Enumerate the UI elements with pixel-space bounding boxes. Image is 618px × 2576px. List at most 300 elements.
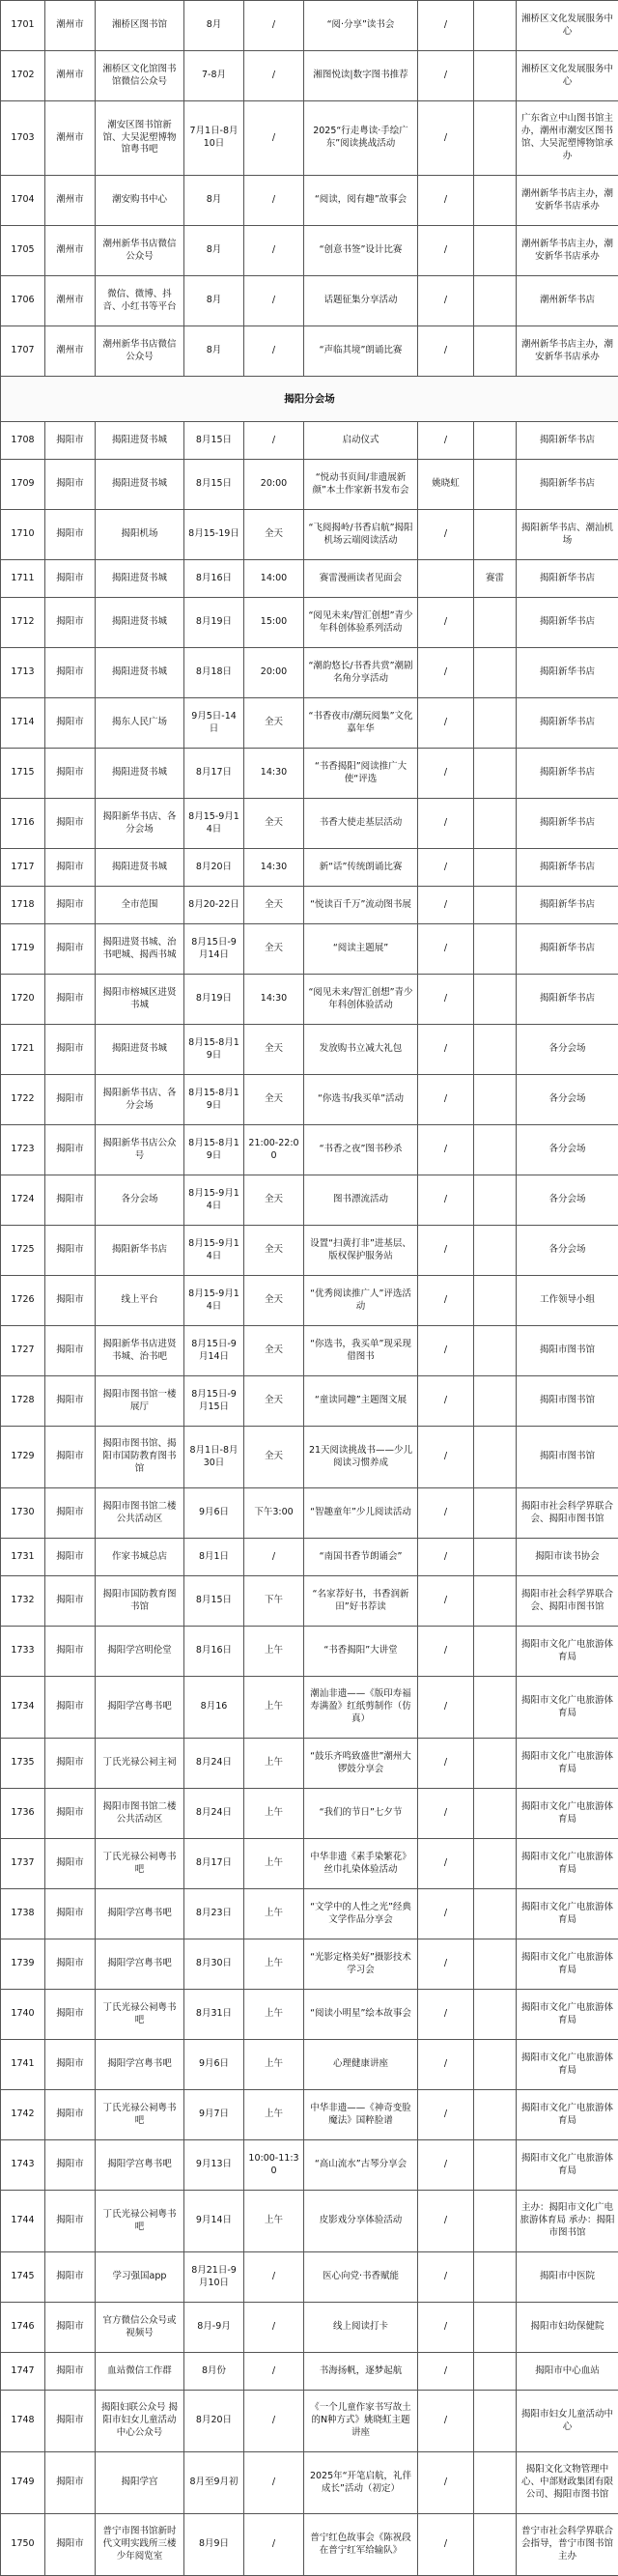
city-cell: 揭阳市 [45, 1739, 96, 1789]
time-cell: / [244, 101, 304, 176]
guest-cell: / [418, 1025, 474, 1075]
time-cell: / [244, 2391, 304, 2452]
venue-cell: 丁氏光禄公祠主祠 [96, 1739, 184, 1789]
guest-cell: / [418, 1075, 474, 1125]
organizer-cell: 揭阳市社会科学界联合会、揭阳市图书馆 [517, 1488, 618, 1539]
row-number: 1719 [1, 924, 45, 975]
table-row [1, 1839, 618, 1889]
city-cell: 揭阳市 [45, 1326, 96, 1376]
city-cell: 揭阳市 [45, 2252, 96, 2303]
table-row [1, 1226, 618, 1276]
city-cell: 揭阳市 [45, 598, 96, 648]
activity-cell: “书香夜市/潮玩阅集”文化嘉年华 [304, 698, 418, 749]
date-cell: 8月20日 [184, 849, 244, 887]
organizer-cell: 揭阳新华书店 [517, 749, 618, 799]
guest-cell: / [418, 975, 474, 1025]
guest2-cell [474, 749, 517, 799]
city-cell: 揭阳市 [45, 1427, 96, 1488]
table-row [1, 1939, 618, 1990]
venue-cell: 揭阳进贤书城、治书吧城、揭西书城 [96, 924, 184, 975]
time-cell: 下午 [244, 1576, 304, 1627]
row-number: 1737 [1, 1839, 45, 1889]
time-cell: 下午3:00 [244, 1488, 304, 1539]
table-row [1, 1889, 618, 1939]
organizer-cell: 揭阳市文化广电旅游体育局 [517, 2140, 618, 2191]
time-cell: 14:30 [244, 749, 304, 799]
row-number: 1732 [1, 1576, 45, 1627]
time-cell: / [244, 2353, 304, 2391]
guest-cell: / [418, 226, 474, 276]
guest2-cell [474, 1539, 517, 1576]
row-number: 1740 [1, 1990, 45, 2040]
table-row [1, 276, 618, 326]
guest-cell: 姚晓虹 [418, 460, 474, 510]
table-row [1, 2452, 618, 2514]
activity-cell: “悦读百千万”流动图书展 [304, 887, 418, 924]
guest2-cell [474, 648, 517, 698]
city-cell: 揭阳市 [45, 887, 96, 924]
table-row [1, 1125, 618, 1175]
table-row [1, 1789, 618, 1839]
date-cell: 8月15日 [184, 422, 244, 460]
organizer-cell: 揭阳市图书馆 [517, 1326, 618, 1376]
date-cell: 8月 [184, 226, 244, 276]
table-row [1, 422, 618, 460]
time-cell: 10:00-11:30 [244, 2140, 304, 2191]
organizer-cell: 揭阳市文化广电旅游体育局 [517, 2040, 618, 2090]
time-cell: 14:30 [244, 975, 304, 1025]
row-number: 1704 [1, 176, 45, 226]
activity-cell: 图书漂流活动 [304, 1175, 418, 1226]
organizer-cell: 潮州新华书店主办，潮安新华书店承办 [517, 226, 618, 276]
city-cell: 揭阳市 [45, 1576, 96, 1627]
city-cell: 揭阳市 [45, 1226, 96, 1276]
table-row [1, 101, 618, 176]
activity-cell: “你选书/我买单”活动 [304, 1075, 418, 1125]
table-row [1, 1175, 618, 1226]
city-cell: 揭阳市 [45, 2303, 96, 2353]
organizer-cell: 湘桥区文化发展服务中心 [517, 1, 618, 51]
city-cell: 揭阳市 [45, 2353, 96, 2391]
guest-cell: / [418, 51, 474, 101]
activity-cell: 湘图悦读|数字图书推荐 [304, 51, 418, 101]
time-cell: / [244, 2252, 304, 2303]
guest-cell: / [418, 422, 474, 460]
row-number: 1721 [1, 1025, 45, 1075]
table-row [1, 560, 618, 598]
venue-cell: 揭阳新华书店进贤书城、治书吧 [96, 1326, 184, 1376]
activity-cell: “南国书香节朗诵会” [304, 1539, 418, 1576]
organizer-cell: 工作领导小组 [517, 1276, 618, 1326]
city-cell: 揭阳市 [45, 560, 96, 598]
organizer-cell: 普宁市社会科学界联合会指导，普宁市图书馆主办 [517, 2514, 618, 2576]
activity-table-body [1, 1, 618, 2576]
table-row [1, 1276, 618, 1326]
activity-cell: “名家荐好书，书香润新田”好书荐读 [304, 1576, 418, 1627]
row-number: 1713 [1, 648, 45, 698]
venue-cell: 揭阳市国防教育图书馆 [96, 1576, 184, 1627]
guest-cell: / [418, 101, 474, 176]
row-number: 1724 [1, 1175, 45, 1226]
guest2-cell [474, 1488, 517, 1539]
guest-cell: / [418, 2090, 474, 2140]
table-row [1, 698, 618, 749]
row-number: 1726 [1, 1276, 45, 1326]
activity-cell: “潮韵悠长/书香共赏”潮剧名角分享活动 [304, 648, 418, 698]
city-cell: 揭阳市 [45, 1376, 96, 1427]
time-cell: 上午 [244, 1627, 304, 1677]
guest-cell: / [418, 2252, 474, 2303]
guest-cell: / [418, 2391, 474, 2452]
activity-cell: “优秀阅读推广人”评选活动 [304, 1276, 418, 1326]
activity-cell: 线上阅读打卡 [304, 2303, 418, 2353]
guest2-cell [474, 1889, 517, 1939]
table-row [1, 51, 618, 101]
city-cell: 潮州市 [45, 51, 96, 101]
guest-cell: / [418, 1, 474, 51]
row-number: 1716 [1, 799, 45, 849]
guest-cell: / [418, 1939, 474, 1990]
venue-cell: 揭阳机场 [96, 510, 184, 560]
venue-cell: 潮安区图书馆新馆、大吴泥塑博物馆粤书吧 [96, 101, 184, 176]
guest2-cell [474, 1739, 517, 1789]
date-cell: 8月15-19日 [184, 510, 244, 560]
city-cell: 揭阳市 [45, 975, 96, 1025]
activity-cell: 新“话”传统朗诵比赛 [304, 849, 418, 887]
city-cell: 揭阳市 [45, 1990, 96, 2040]
organizer-cell: 揭阳市图书馆 [517, 1427, 618, 1488]
row-number: 1749 [1, 2452, 45, 2514]
organizer-cell: 揭阳市社会科学界联合会、揭阳市图书馆 [517, 1576, 618, 1627]
date-cell: 8月15日-9月15日 [184, 1376, 244, 1427]
venue-cell: 揭阳学宫粤书吧 [96, 1939, 184, 1990]
guest-cell: / [418, 1276, 474, 1326]
table-row [1, 2303, 618, 2353]
venue-cell: 湘桥区文化馆图书馆微信公众号 [96, 51, 184, 101]
venue-cell: 揭阳进贤书城 [96, 849, 184, 887]
time-cell: 全天 [244, 799, 304, 849]
organizer-cell: 各分会场 [517, 1226, 618, 1276]
date-cell: 8月31日 [184, 1990, 244, 2040]
time-cell: 上午 [244, 1889, 304, 1939]
organizer-cell: 揭阳新华书店 [517, 648, 618, 698]
row-number: 1742 [1, 2090, 45, 2140]
guest2-cell: 赛雷 [474, 560, 517, 598]
guest2-cell [474, 1175, 517, 1226]
guest2-cell [474, 1075, 517, 1125]
activity-cell: “阅·分享”读书会 [304, 1, 418, 51]
time-cell: 全天 [244, 1326, 304, 1376]
date-cell: 8月15-8月19日 [184, 1125, 244, 1175]
city-cell: 揭阳市 [45, 1889, 96, 1939]
activity-cell: 中华非遗——《神奇变脸魔法》国粹脸谱 [304, 2090, 418, 2140]
row-number: 1701 [1, 1, 45, 51]
venue-cell: 血站微信工作群 [96, 2353, 184, 2391]
guest2-cell [474, 698, 517, 749]
city-cell: 揭阳市 [45, 2391, 96, 2452]
row-number: 1725 [1, 1226, 45, 1276]
venue-cell: 揭阳进贤书城 [96, 1025, 184, 1075]
table-row [1, 924, 618, 975]
date-cell: 9月5日-14日 [184, 698, 244, 749]
guest-cell: / [418, 326, 474, 377]
time-cell: 21:00-22:00 [244, 1125, 304, 1175]
time-cell: 全天 [244, 1427, 304, 1488]
city-cell: 潮州市 [45, 226, 96, 276]
venue-cell: 潮安购书中心 [96, 176, 184, 226]
table-row [1, 2191, 618, 2252]
time-cell: 上午 [244, 2040, 304, 2090]
table-row [1, 2353, 618, 2391]
guest-cell: / [418, 1175, 474, 1226]
venue-cell: 揭阳市图书馆、揭阳市国防教育图书馆 [96, 1427, 184, 1488]
guest-cell: / [418, 1677, 474, 1739]
activity-cell: 设置“扫黄打非”进基层、版权保护服务站 [304, 1226, 418, 1276]
city-cell: 揭阳市 [45, 749, 96, 799]
date-cell: 8月17日 [184, 1839, 244, 1889]
time-cell: 全天 [244, 1226, 304, 1276]
guest-cell: / [418, 1990, 474, 2040]
organizer-cell: 揭阳新华书店、潮汕机场 [517, 510, 618, 560]
guest-cell: / [418, 276, 474, 326]
city-cell: 揭阳市 [45, 510, 96, 560]
row-number: 1734 [1, 1677, 45, 1739]
organizer-cell: 揭阳文化文物管理中心、中部财政集团有限公司、揭阳市图书馆 [517, 2452, 618, 2514]
table-row [1, 1576, 618, 1627]
guest-cell: / [418, 924, 474, 975]
activity-cell: 21天阅读挑战书——少儿阅读习惯养成 [304, 1427, 418, 1488]
guest-cell [418, 560, 474, 598]
city-cell: 揭阳市 [45, 1939, 96, 1990]
venue-cell: 揭阳学宫粤书吧 [96, 2140, 184, 2191]
organizer-cell: 潮州新华书店主办，潮安新华书店承办 [517, 176, 618, 226]
venue-cell: 各分会场 [96, 1175, 184, 1226]
date-cell: 8月23日 [184, 1889, 244, 1939]
guest2-cell [474, 1125, 517, 1175]
date-cell: 8月15-8月19日 [184, 1075, 244, 1125]
guest2-cell [474, 1839, 517, 1889]
organizer-cell: 揭阳新华书店 [517, 799, 618, 849]
row-number: 1729 [1, 1427, 45, 1488]
organizer-cell: 潮州新华书店 [517, 276, 618, 326]
activity-cell: “书香之夜”图书秒杀 [304, 1125, 418, 1175]
row-number: 1736 [1, 1789, 45, 1839]
time-cell: / [244, 1539, 304, 1576]
guest-cell: / [418, 799, 474, 849]
venue-cell: 揭阳进贤书城 [96, 422, 184, 460]
table-row [1, 2391, 618, 2452]
row-number: 1717 [1, 849, 45, 887]
venue-cell: 学习强国app [96, 2252, 184, 2303]
venue-cell: 湘桥区图书馆 [96, 1, 184, 51]
city-cell: 揭阳市 [45, 698, 96, 749]
guest2-cell [474, 2303, 517, 2353]
guest2-cell [474, 2353, 517, 2391]
city-cell: 揭阳市 [45, 1539, 96, 1576]
activity-cell: “智趣童年”少儿阅读活动 [304, 1488, 418, 1539]
organizer-cell: 揭阳新华书店 [517, 422, 618, 460]
guest2-cell [474, 2040, 517, 2090]
date-cell: 9月13日 [184, 2140, 244, 2191]
date-cell: 8月 [184, 176, 244, 226]
guest2-cell [474, 2452, 517, 2514]
table-row [1, 326, 618, 377]
table-row [1, 226, 618, 276]
date-cell: 8月 [184, 1, 244, 51]
venue-cell: 揭阳进贤书城 [96, 560, 184, 598]
venue-cell: 丁氏光禄公祠粤书吧 [96, 2191, 184, 2252]
activity-cell: 启动仪式 [304, 422, 418, 460]
venue-cell: 揭阳妇联公众号 揭阳市妇女儿童活动中心公众号 [96, 2391, 184, 2452]
activity-cell: 潮汕非遗——《版印寿福寿满盈》红纸剪制作（仿真） [304, 1677, 418, 1739]
venue-cell: 丁氏光禄公祠粤书吧 [96, 1839, 184, 1889]
venue-cell: 揭阳市图书馆一楼展厅 [96, 1376, 184, 1427]
time-cell: 上午 [244, 1939, 304, 1990]
guest-cell: / [418, 1226, 474, 1276]
time-cell: / [244, 422, 304, 460]
activity-cell: “阅读，阅有趣”故事会 [304, 176, 418, 226]
row-number: 1722 [1, 1075, 45, 1125]
date-cell: 8月16日 [184, 1627, 244, 1677]
venue-cell: 丁氏光禄公祠粤书吧 [96, 1990, 184, 2040]
row-number: 1731 [1, 1539, 45, 1576]
venue-cell: 作家书城总店 [96, 1539, 184, 1576]
row-number: 1743 [1, 2140, 45, 2191]
time-cell: 全天 [244, 1075, 304, 1125]
activity-cell: “阅见未来/智汇创想”青少年科创体验活动 [304, 975, 418, 1025]
row-number: 1723 [1, 1125, 45, 1175]
guest-cell: / [418, 1125, 474, 1175]
row-number: 1735 [1, 1739, 45, 1789]
organizer-cell: 湘桥区文化发展服务中心 [517, 51, 618, 101]
organizer-cell: 揭阳新华书店 [517, 887, 618, 924]
organizer-cell: 各分会场 [517, 1025, 618, 1075]
time-cell: 全天 [244, 1376, 304, 1427]
time-cell: 上午 [244, 1990, 304, 2040]
row-number: 1747 [1, 2353, 45, 2391]
venue-cell: 揭东人民广场 [96, 698, 184, 749]
table-row [1, 460, 618, 510]
table-row [1, 849, 618, 887]
activity-cell: 书香大使走基层活动 [304, 799, 418, 849]
date-cell: 8月15-9月14日 [184, 1276, 244, 1326]
time-cell: / [244, 2452, 304, 2514]
city-cell: 揭阳市 [45, 1839, 96, 1889]
activity-cell: “你选书，我买单”现采现借图书 [304, 1326, 418, 1376]
row-number: 1711 [1, 560, 45, 598]
organizer-cell: 揭阳新华书店 [517, 924, 618, 975]
row-number: 1744 [1, 2191, 45, 2252]
row-number: 1728 [1, 1376, 45, 1427]
activity-cell: 2025年“开笔启航，礼伴成长”活动（初定） [304, 2452, 418, 2514]
guest-cell: / [418, 2140, 474, 2191]
date-cell: 8月20日 [184, 2391, 244, 2452]
guest2-cell [474, 1326, 517, 1376]
activity-cell: “文学中的人性之光”经典文学作品分享会 [304, 1889, 418, 1939]
city-cell: 揭阳市 [45, 1125, 96, 1175]
organizer-cell: 揭阳新华书店 [517, 849, 618, 887]
row-number: 1738 [1, 1889, 45, 1939]
activity-cell: “悦动书页间/非遗展新颜”本土作家新书发布会 [304, 460, 418, 510]
guest-cell: / [418, 510, 474, 560]
organizer-cell: 揭阳新华书店 [517, 560, 618, 598]
date-cell: 8月15-9月14日 [184, 1175, 244, 1226]
guest-cell: / [418, 1576, 474, 1627]
venue-cell: 揭阳学宫明伦堂 [96, 1627, 184, 1677]
guest-cell: / [418, 2040, 474, 2090]
time-cell: 上午 [244, 2090, 304, 2140]
table-row [1, 2514, 618, 2576]
venue-cell: 揭阳进贤书城 [96, 749, 184, 799]
date-cell: 8月1日-8月30日 [184, 1427, 244, 1488]
venue-cell: 揭阳学宫粤书吧 [96, 1677, 184, 1739]
guest-cell: / [418, 2191, 474, 2252]
guest2-cell [474, 2090, 517, 2140]
guest-cell: / [418, 1789, 474, 1839]
table-row [1, 648, 618, 698]
guest-cell: / [418, 1427, 474, 1488]
organizer-cell: 揭阳市文化广电旅游体育局 [517, 1839, 618, 1889]
city-cell: 揭阳市 [45, 924, 96, 975]
activity-cell: “阅读小明星”绘本故事会 [304, 1990, 418, 2040]
venue-cell: 揭阳学宫粤书吧 [96, 1889, 184, 1939]
venue-cell: 揭阳新华书店 [96, 1226, 184, 1276]
guest2-cell [474, 2191, 517, 2252]
time-cell: 20:00 [244, 648, 304, 698]
city-cell: 揭阳市 [45, 1075, 96, 1125]
row-number: 1703 [1, 101, 45, 176]
row-number: 1715 [1, 749, 45, 799]
guest-cell: / [418, 2353, 474, 2391]
guest2-cell [474, 2252, 517, 2303]
venue-cell: 全市范围 [96, 887, 184, 924]
time-cell: 全天 [244, 1276, 304, 1326]
city-cell: 揭阳市 [45, 1175, 96, 1226]
table-row [1, 1, 618, 51]
row-number: 1748 [1, 2391, 45, 2452]
time-cell: 全天 [244, 510, 304, 560]
date-cell: 8月16 [184, 1677, 244, 1739]
guest2-cell [474, 1627, 517, 1677]
guest2-cell [474, 2391, 517, 2452]
city-cell: 潮州市 [45, 276, 96, 326]
guest-cell: / [418, 598, 474, 648]
date-cell: 8月17日 [184, 749, 244, 799]
guest2-cell [474, 276, 517, 326]
venue-cell: 揭阳市图书馆二楼公共活动区 [96, 1488, 184, 1539]
time-cell: 上午 [244, 1789, 304, 1839]
organizer-cell: 揭阳新华书店 [517, 598, 618, 648]
date-cell: 8月15-9月14日 [184, 799, 244, 849]
organizer-cell: 揭阳市文化广电旅游体育局 [517, 2090, 618, 2140]
organizer-cell: 各分会场 [517, 1175, 618, 1226]
date-cell: 7月1日-8月10日 [184, 101, 244, 176]
time-cell: / [244, 276, 304, 326]
guest2-cell [474, 1576, 517, 1627]
guest2-cell [474, 1376, 517, 1427]
organizer-cell: 揭阳市文化广电旅游体育局 [517, 1939, 618, 1990]
row-number: 1714 [1, 698, 45, 749]
row-number: 1708 [1, 422, 45, 460]
city-cell: 潮州市 [45, 326, 96, 377]
guest-cell: / [418, 2452, 474, 2514]
guest2-cell [474, 1677, 517, 1739]
guest2-cell [474, 2514, 517, 2576]
date-cell: 9月7日 [184, 2090, 244, 2140]
guest-cell: / [418, 176, 474, 226]
city-cell: 揭阳市 [45, 849, 96, 887]
activity-cell: “书香揭阳”阅读推广大使“评选 [304, 749, 418, 799]
